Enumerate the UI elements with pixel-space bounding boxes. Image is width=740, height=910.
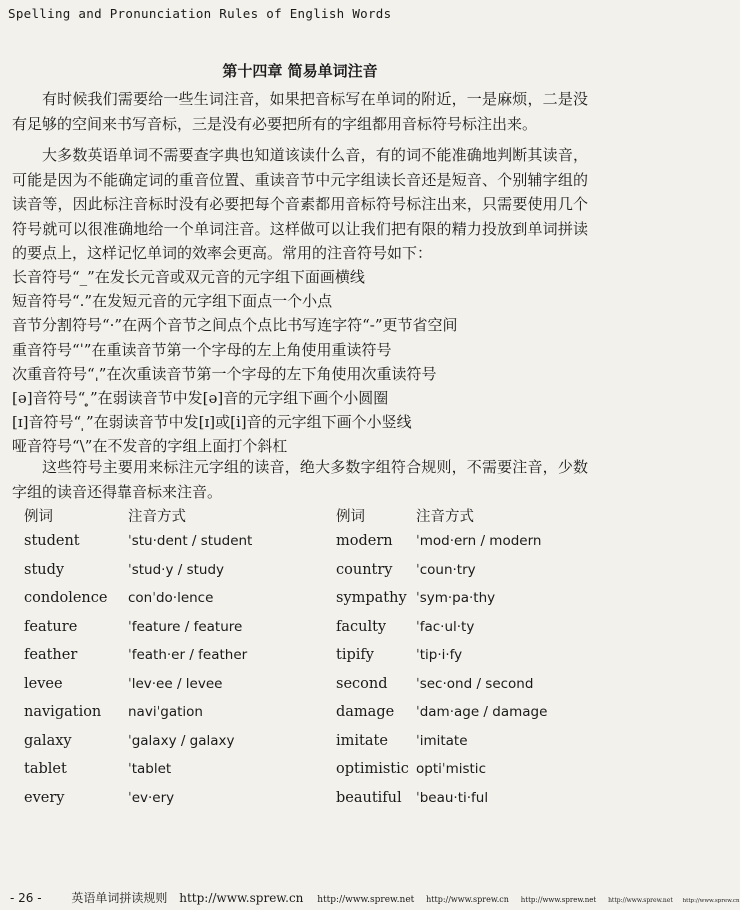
- header-example-word: 例词: [336, 509, 365, 525]
- notation: ˈlev·ee / levee: [128, 675, 223, 692]
- symbol-silent: 哑音符号“\”在不发音的字组上面打个斜杠: [12, 437, 288, 456]
- table-row: [24, 790, 584, 819]
- table-row: [24, 647, 584, 676]
- notation: ˈev·ery: [128, 789, 175, 806]
- intro-paragraph: 有时候我们需要给一些生词注音，如果把音标写在单词的附近，一是麻烦，二是没有足够的空间来书写音标，三是没有必要把所有的字组都用音标符号标注出来。: [12, 90, 588, 133]
- example-word: imitate: [336, 732, 388, 749]
- example-word: modern: [336, 533, 393, 549]
- notation: ˈfeath·er / feather: [128, 647, 248, 663]
- example-word: damage: [336, 704, 395, 720]
- notation: ˈstu·dent / student: [128, 533, 253, 549]
- footer-url: http://www.sprew.net: [317, 895, 415, 905]
- example-table: [24, 505, 584, 818]
- footer-url: http://www.sprew.cn: [426, 895, 509, 904]
- table-row: [24, 619, 584, 648]
- notation: naviˈgation: [128, 704, 203, 720]
- table-row: [24, 761, 584, 790]
- example-word: feather: [24, 647, 78, 663]
- example-word: feature: [24, 618, 78, 635]
- example-word: sympathy: [336, 590, 407, 606]
- example-word: country: [336, 561, 393, 578]
- symbol-short-i: [ɪ]音符号“ ̩”在弱读音节中发[ɪ]或[i]音的元字组下画个小竖线: [12, 413, 412, 432]
- notation: ˈfac·ul·ty: [416, 618, 475, 635]
- symbol-syllable-divider: 音节分割符号“·”在两个音节之间点个点比书写连字符“-”更节省空间: [12, 316, 458, 335]
- symbol-list: [12, 265, 592, 459]
- table-header-row: [24, 505, 584, 533]
- example-word: every: [24, 789, 65, 806]
- table-row: [24, 733, 584, 762]
- header-example-word: 例词: [24, 509, 53, 525]
- notation: conˈdo·lence: [128, 590, 214, 606]
- footer-url: http://www.sprew.net: [520, 896, 597, 904]
- table-row: [24, 590, 584, 619]
- symbol-short-vowel: 短音符号“.”在发短元音的元字组下面点一个小点: [12, 292, 333, 311]
- example-word: condolence: [24, 590, 108, 606]
- example-word: galaxy: [24, 732, 72, 749]
- example-word: study: [24, 561, 65, 578]
- table-row: [24, 533, 584, 562]
- example-word: tipify: [336, 647, 374, 663]
- example-word: levee: [24, 675, 63, 692]
- example-word: optimistic: [336, 761, 409, 777]
- notation: ˈsec·ond / second: [416, 675, 534, 692]
- notation: optiˈmistic: [416, 761, 486, 777]
- running-header: Spelling and Pronunciation Rules of English Words: [8, 6, 392, 21]
- notation: ˈstud·y / study: [128, 561, 225, 578]
- header-notation: 注音方式: [416, 509, 474, 525]
- symbol-primary-stress: 重音符号“ˈ”在重读音节第一个字母的左上角使用重读符号: [12, 340, 392, 359]
- page-footer: [10, 889, 740, 906]
- summary-paragraph: 这些符号主要用来标注元字组的读音，绝大多数字组符合规则，不需要注音，少数字组的读音还得靠音标来注音。: [12, 458, 588, 501]
- notation: ˈtip·i·fy: [416, 647, 463, 663]
- notation: ˈimitate: [416, 732, 468, 749]
- notation: ˈtablet: [128, 761, 172, 777]
- notation: ˈmod·ern / modern: [416, 533, 542, 549]
- example-word: faculty: [336, 618, 387, 635]
- footer-url: http://www.sprew.cn: [179, 891, 304, 905]
- explanation-paragraph: 大多数英语单词不需要查字典也知道该读什么音，有的词不能准确地判断其读音，可能是因为不能确定词的重音位置、重读音节中元字组读长音还是短音、个别辅字组的读音等，因此标注音标时没有必要把每个音素都用音标符号标注出来，只需要使用几个符号就可以很准确地给一个单词注音。这样做可以让我们把有限的精力投放到单词拼读的要点上，这样记忆单词的效率会更高。常用的注音符号如下：: [12, 146, 588, 262]
- notation: ˈfeature / feature: [128, 618, 243, 635]
- table-row: [24, 562, 584, 591]
- table-row: [24, 704, 584, 733]
- example-word: tablet: [24, 761, 67, 777]
- notation: ˈcoun·try: [416, 561, 476, 578]
- notation: ˈdam·age / damage: [416, 704, 548, 720]
- footer-url: http://www.sprew.cn: [682, 898, 740, 904]
- table-row: [24, 676, 584, 705]
- notation: ˈsym·pa·thy: [416, 590, 496, 606]
- example-word: second: [336, 675, 388, 692]
- notation: ˈbeau·ti·ful: [416, 789, 489, 806]
- symbol-secondary-stress: 次重音符号“ˌ”在次重读音节第一个字母的左下角使用次重读符号: [12, 364, 437, 383]
- symbol-schwa: [ə]音符号“ ̥”在弱读音节中发[ə]音的元字组下画个小圆圈: [12, 389, 389, 408]
- book-title: 英语单词拼读规则: [71, 891, 168, 905]
- example-word: student: [24, 533, 80, 549]
- header-notation: 注音方式: [128, 509, 186, 525]
- symbol-long-vowel: 长音符号“_”在发长元音或双元音的元字组下面画横线: [12, 268, 365, 286]
- example-word: beautiful: [336, 789, 402, 806]
- example-word: navigation: [24, 704, 102, 720]
- page-number: - 26 -: [10, 891, 42, 905]
- chapter-title: 第十四章 简易单词注音: [222, 62, 378, 80]
- notation: ˈgalaxy / galaxy: [128, 732, 235, 749]
- footer-url: http://www.sprew.net: [608, 897, 673, 904]
